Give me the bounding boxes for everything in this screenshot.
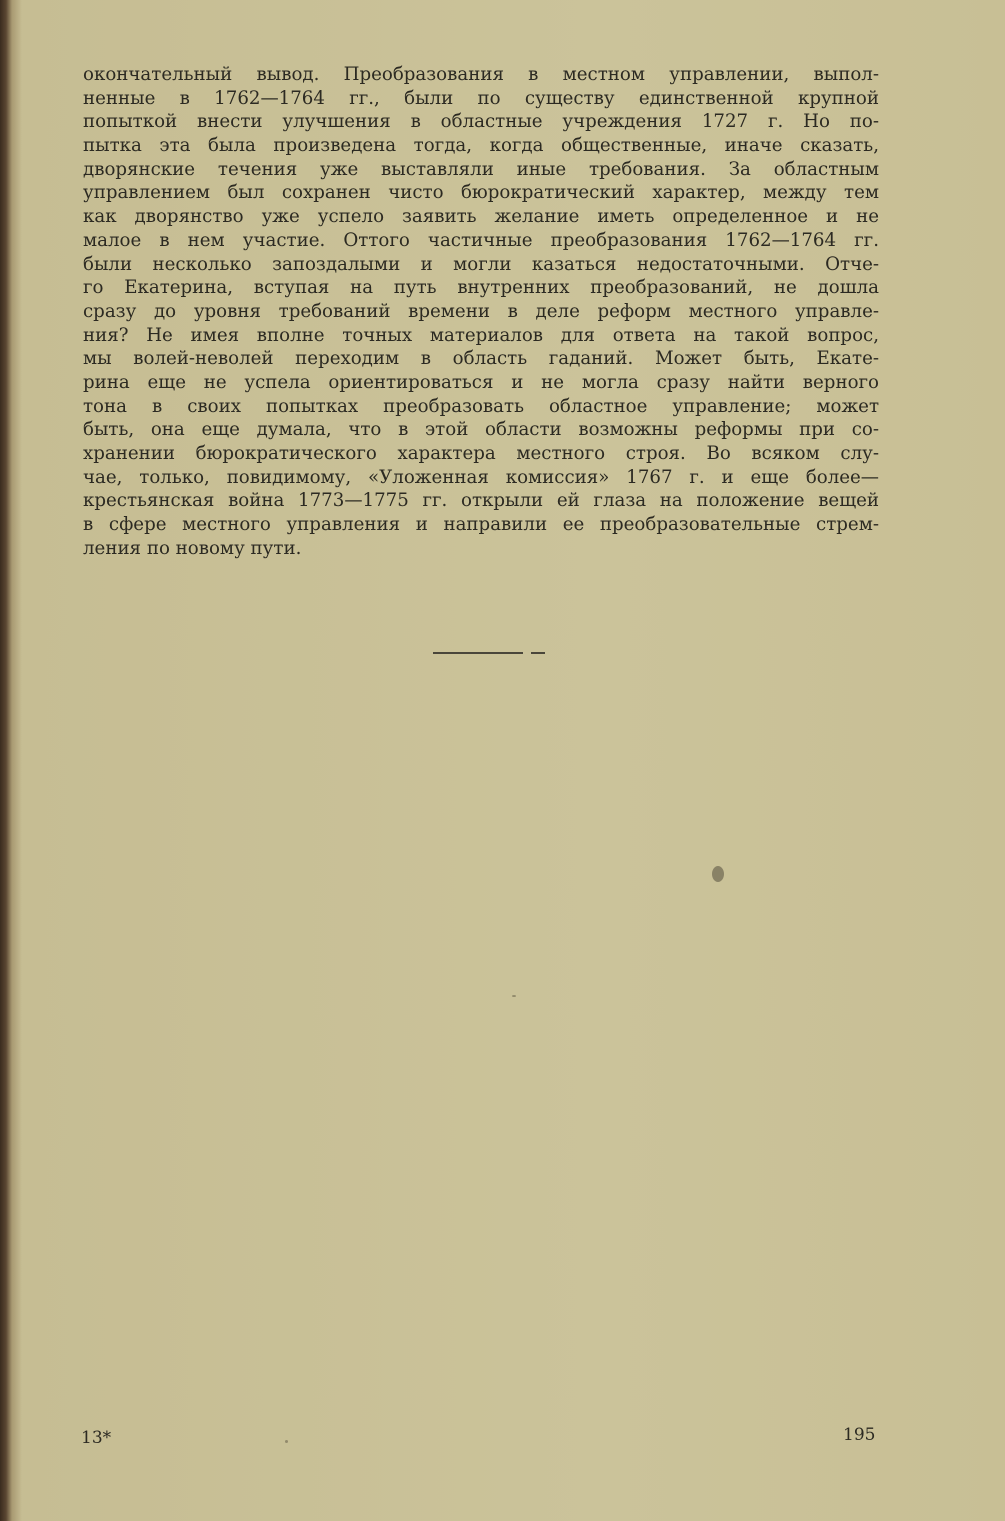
signature-mark: 13* — [81, 1428, 112, 1448]
text-line: пытка эта была произведена тогда, когда общественные, иначе сказать, — [83, 135, 879, 157]
text-line: ния? Не имея вполне точных материалов для ответа на такой вопрос, — [83, 324, 879, 346]
text-line: были несколько запоздалыми и могли казаться недостаточными. Отче- — [83, 253, 879, 275]
text-line: быть, она еще думала, что в этой области возможны реформы при со- — [83, 419, 879, 441]
page-number: 195 — [843, 1425, 876, 1445]
text-line: сразу до уровня требований времени в деле реформ местного управле- — [83, 300, 879, 322]
print-speck — [285, 1440, 288, 1443]
text-line: малое в нем участие. Оттого частичные преобразования 1762—1764 гг. — [83, 229, 879, 251]
print-speck — [712, 866, 724, 882]
section-divider — [433, 652, 545, 654]
text-line: управлением был сохранен чисто бюрократический характер, между тем — [83, 182, 879, 204]
text-line: как дворянство уже успело заявить желание иметь определенное и не — [83, 206, 879, 228]
text-line: крестьянская война 1773—1775 гг. открыли ей глаза на положение вещей — [83, 490, 879, 512]
text-line: в сфере местного управления и направили ее преобразовательные стрем- — [83, 514, 879, 536]
text-line: го Екатерина, вступая на путь внутренних преобразований, не дошла — [83, 277, 879, 299]
text-line: тона в своих попытках преобразовать областное управление; может — [83, 395, 879, 417]
text-line: дворянские течения уже выставляли иные требования. За областным — [83, 158, 879, 180]
text-line: хранении бюрократического характера местного строя. Во всяком слу- — [83, 443, 879, 464]
text-line: окончательный вывод. Преобразования в местном управлении, выпол- — [83, 64, 879, 85]
text-line: чае, только, повидимому, «Уложенная комиссия» 1767 г. и еще более— — [83, 466, 879, 488]
body-text — [83, 63, 879, 560]
text-line: ления по новому пути. — [83, 537, 302, 559]
text-line: мы волей-неволей переходим в область гаданий. Может быть, Екате- — [83, 348, 879, 370]
print-speck — [512, 995, 516, 997]
text-line: ненные в 1762—1764 гг., были по существу единственной крупной — [83, 87, 879, 109]
text-line: попыткой внести улучшения в областные учреждения 1727 г. Но по- — [83, 111, 879, 133]
text-line: рина еще не успела ориентироваться и не могла сразу найти верного — [83, 371, 879, 393]
